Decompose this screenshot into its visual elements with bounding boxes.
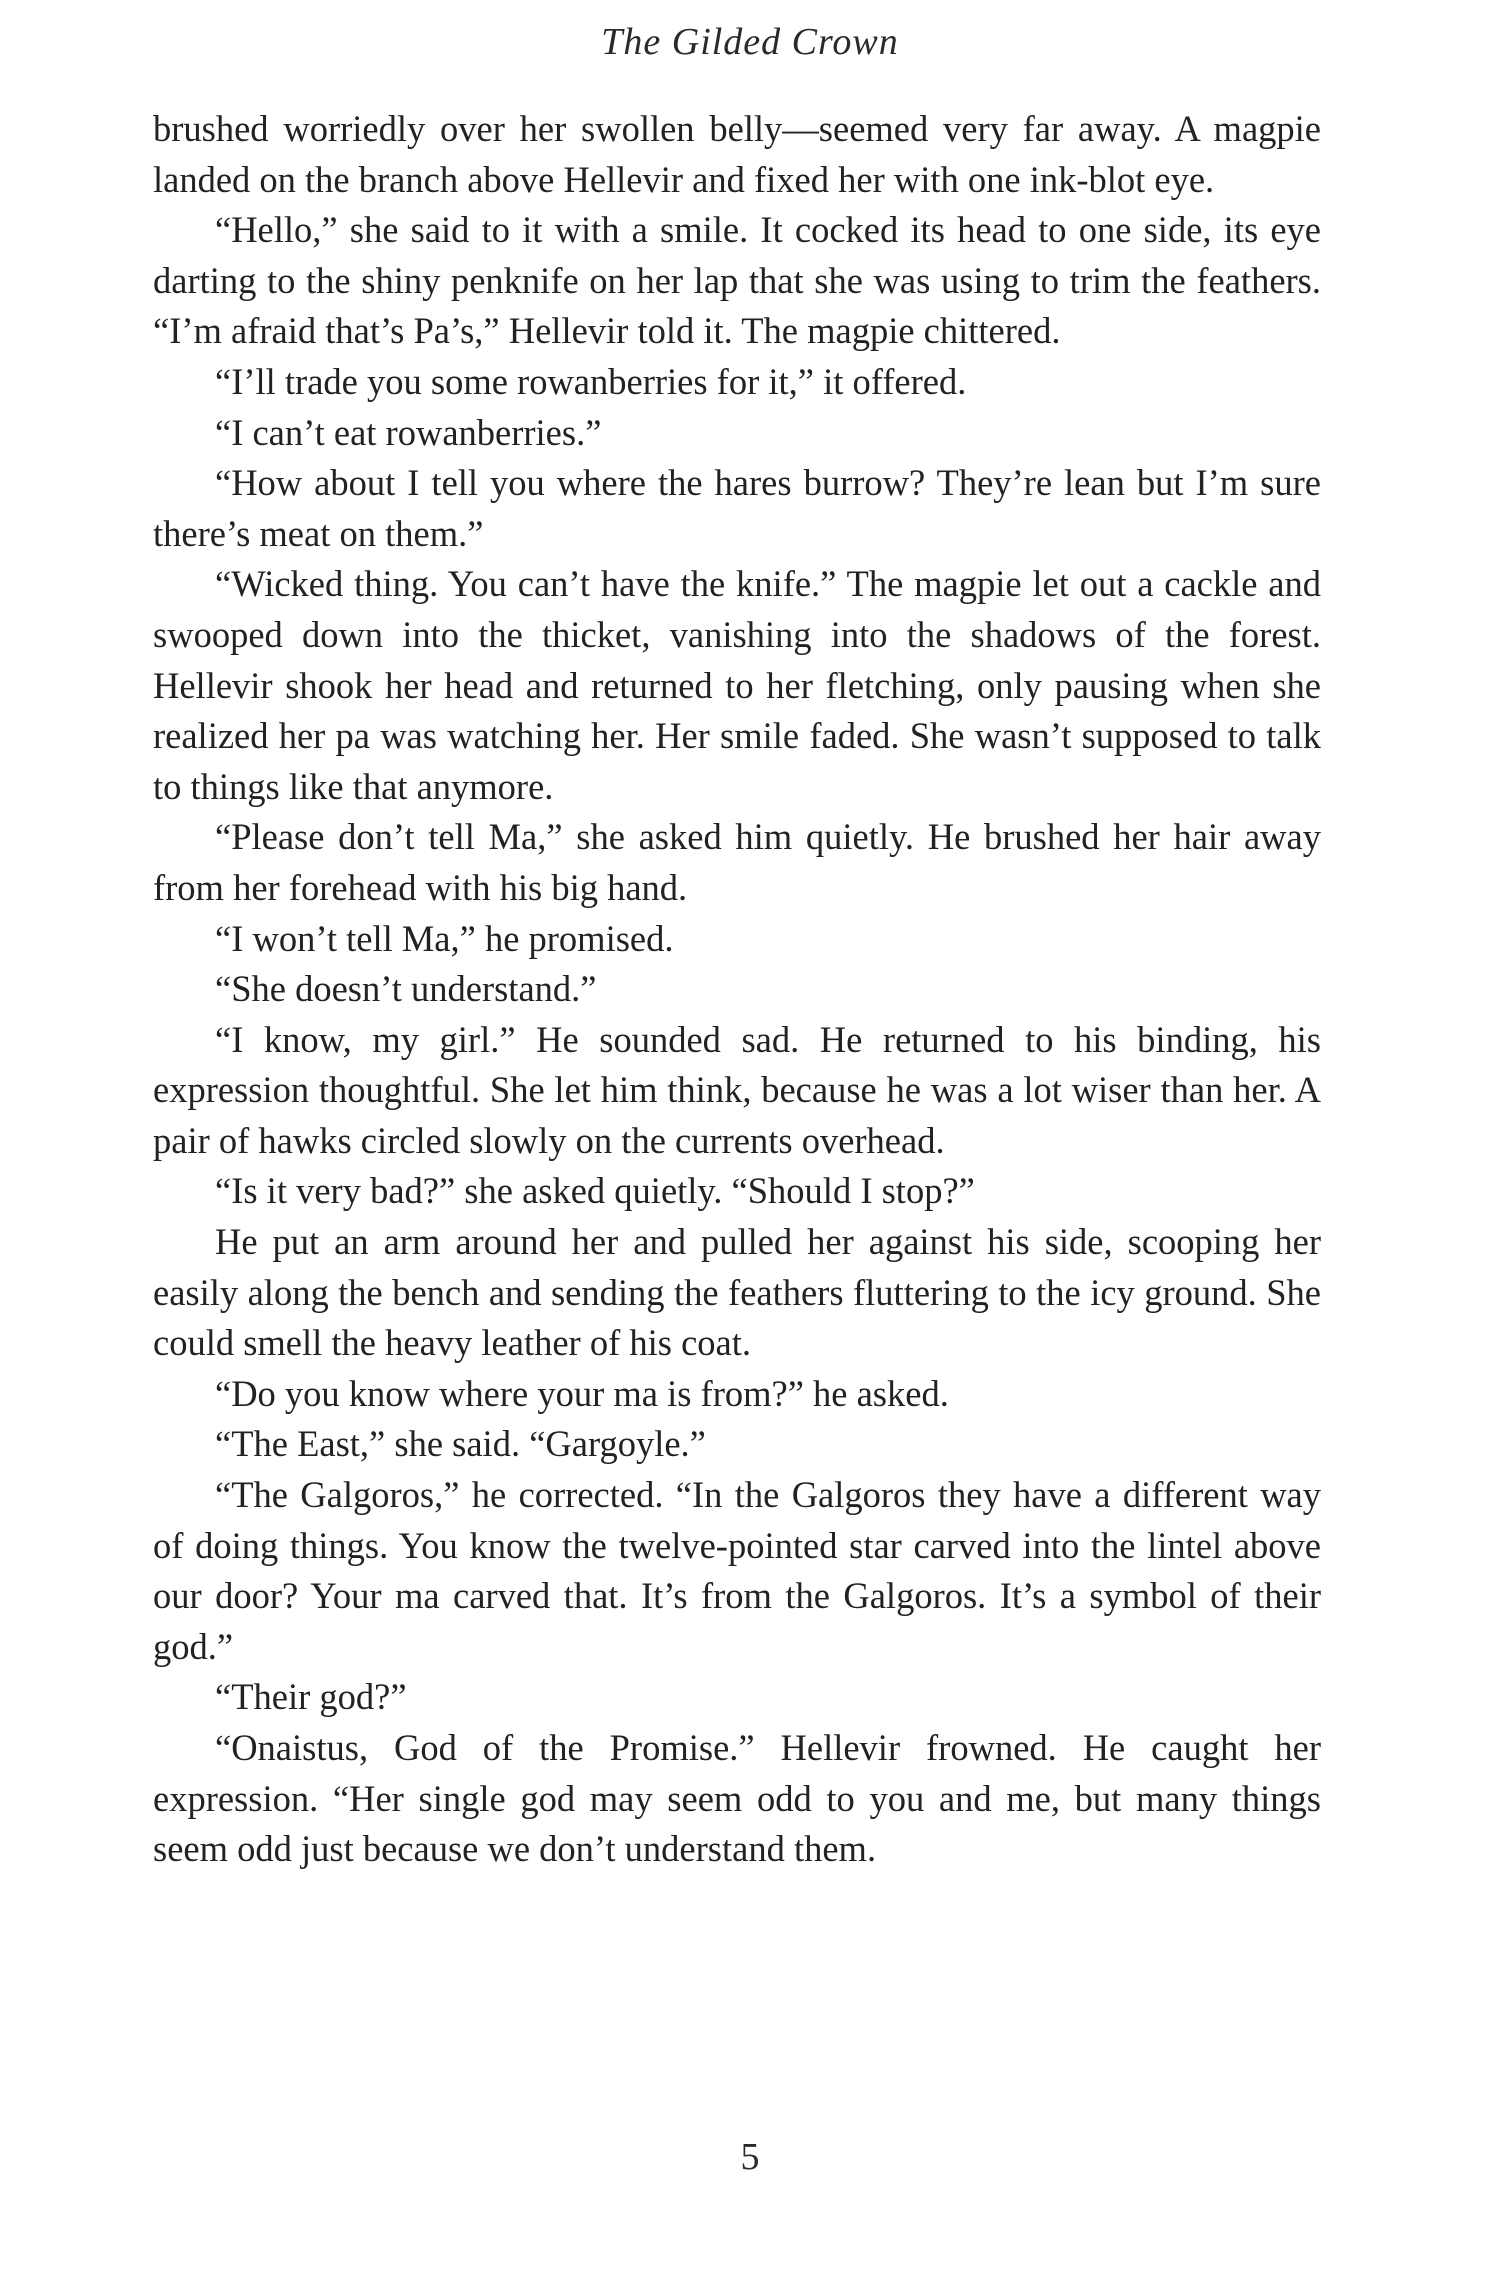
paragraph: brushed worriedly over her swollen belly—seemed very far away. A magpie landed on the branch above Hellevir and fixed her with one ink-blot eye. [153, 108, 1321, 200]
running-head-title: The Gilded Crown [601, 21, 899, 63]
paragraph: “Their god?” [215, 1676, 407, 1718]
paragraph: “Please don’t tell Ma,” she asked him quietly. He brushed her hair away from her forehead with his big hand. [153, 816, 1321, 908]
paragraph: “Hello,” she said to it with a smile. It cocked its head to one side, its eye darting to the shiny penknife on her lap that she was using to trim the feathers. “I’m afraid that’s Pa’s,” Hellevir told it. The magpie chittered. [153, 209, 1321, 352]
paragraph: “How about I tell you where the hares burrow? They’re lean but I’m sure there’s meat on them.” [153, 462, 1321, 554]
paragraph: “Wicked thing. You can’t have the knife.” The magpie let out a cackle and swooped down into the thicket, vanishing into the shadows of the forest. Hellevir shook her head and returned to her fletching, only pausing when she realized her pa was watching her. Her smile faded. She wasn’t supposed to talk to things like that anymore. [153, 563, 1321, 807]
paragraph: “I can’t eat rowanberries.” [215, 411, 602, 453]
body-text [153, 104, 1321, 1875]
paragraph: “I know, my girl.” He sounded sad. He returned to his binding, his expression thoughtful. She let him think, because he was a lot wiser than her. A pair of hawks circled slowly on the currents overhead. [153, 1018, 1321, 1161]
paragraph: “I won’t tell Ma,” he promised. [215, 917, 674, 959]
paragraph: “The Galgoros,” he corrected. “In the Galgoros they have a different way of doing things. You know the twelve-pointed star carved into the lintel above our door? Your ma carved that. It’s from the Galgoros. It’s a symbol of their god.” [153, 1474, 1321, 1667]
page-number: 5 [740, 2136, 760, 2178]
paragraph: “Do you know where your ma is from?” he asked. [215, 1372, 949, 1414]
paragraph: “The East,” she said. “Gargoyle.” [215, 1423, 706, 1465]
paragraph: He put an arm around her and pulled her against his side, scooping her easily along the bench and sending the feathers fluttering to the icy ground. She could smell the heavy leather of his coat. [153, 1221, 1321, 1364]
paragraph: “I’ll trade you some rowanberries for it,” it offered. [215, 360, 967, 402]
paragraph: “Is it very bad?” she asked quietly. “Should I stop?” [215, 1170, 975, 1212]
paragraph: “She doesn’t understand.” [215, 968, 597, 1010]
paragraph: “Onaistus, God of the Promise.” Hellevir frowned. He caught her expression. “Her single god may seem odd to you and me, but many things seem odd just because we don’t understand them. [153, 1727, 1321, 1870]
